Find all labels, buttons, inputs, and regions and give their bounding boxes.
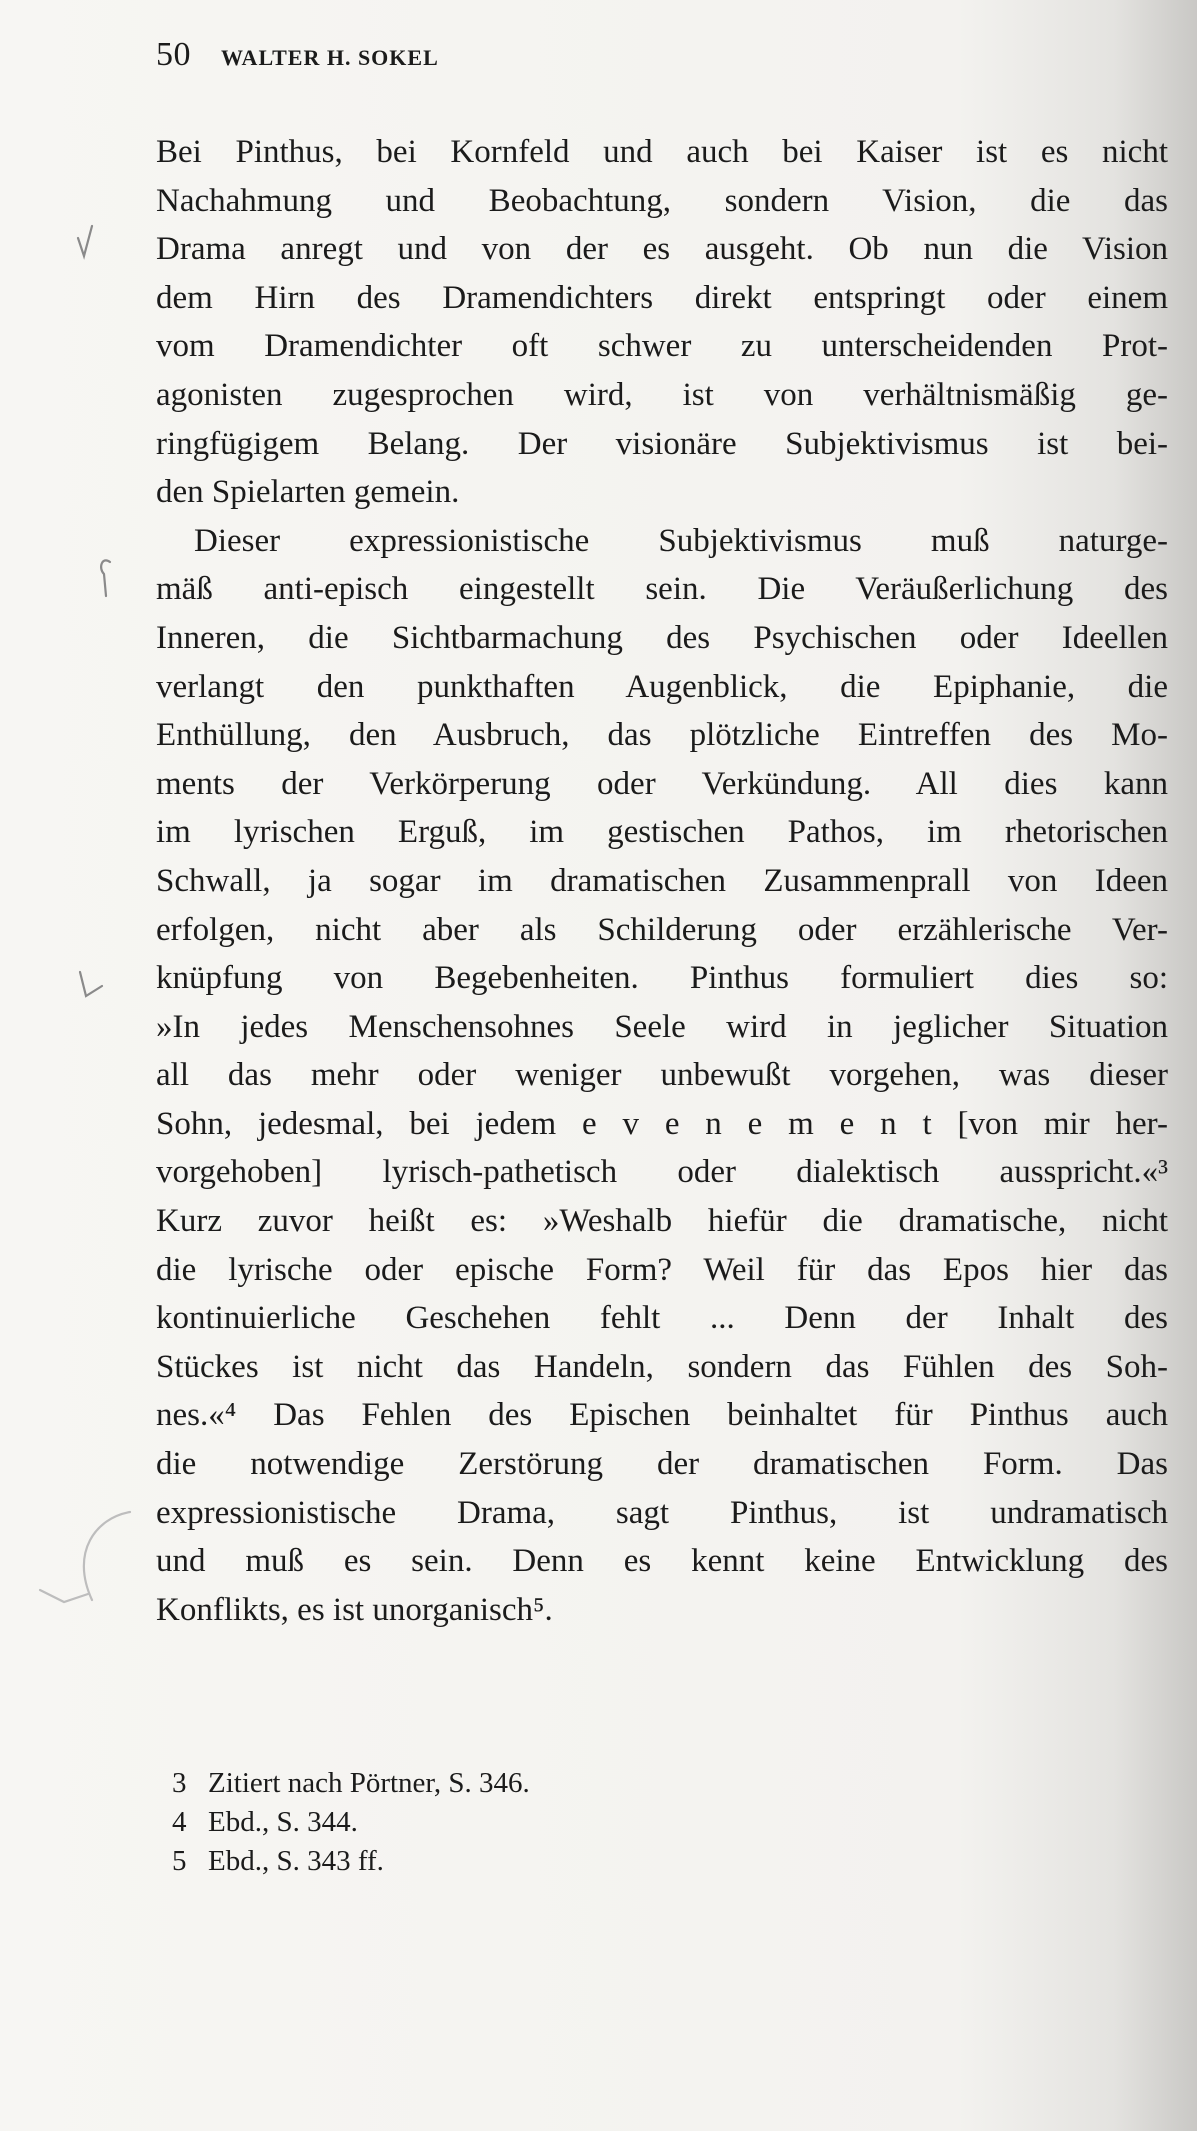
- text-line: nes.«⁴ Das Fehlen des Epischen beinhaltet für Pinthus auch: [156, 1397, 1168, 1434]
- text-line: die lyrische oder epische Form? Weil für das Epos hier das: [156, 1251, 1168, 1288]
- footnotes: [172, 1764, 972, 1881]
- footnote-number: 5: [172, 1845, 187, 1877]
- text-line: erfolgen, nicht aber als Schilderung oder erzählerische Ver-: [156, 911, 1168, 948]
- text-line: all das mehr oder weniger unbewußt vorgehen, was dieser: [156, 1057, 1168, 1094]
- text-line: im lyrischen Erguß, im gestischen Pathos, im rhetorischen: [156, 814, 1168, 851]
- text-line: ments der Verkörperung oder Verkündung. All dies kann: [156, 765, 1168, 802]
- footnote-text: Ebd., S. 344.: [208, 1806, 358, 1838]
- running-head: WALTER H. SOKEL: [221, 45, 439, 70]
- text-line: Bei Pinthus, bei Kornfeld und auch bei Kaiser ist es nicht: [156, 134, 1168, 170]
- footnote-number: 3: [172, 1767, 187, 1799]
- text-line: »In jedes Menschensohnes Seele wird in jeglicher Situation: [156, 1008, 1168, 1045]
- footnote-number: 4: [172, 1806, 187, 1838]
- text-line: Kurz zuvor heißt es: »Weshalb hiefür die dramatische, nicht: [156, 1203, 1168, 1240]
- text-line: verlangt den punkthaften Augenblick, die Epiphanie, die: [156, 668, 1168, 705]
- text-line: Konflikts, es ist unorganisch⁵.: [156, 1591, 553, 1628]
- text-line: knüpfung von Begebenheiten. Pinthus formuliert dies so:: [156, 960, 1168, 997]
- margin-pencil-marks: [0, 0, 150, 2131]
- footnote: [172, 1842, 972, 1881]
- page-number: 50: [156, 36, 191, 73]
- pencil-marks-icon: [0, 0, 150, 2131]
- text-line: den Spielarten gemein.: [156, 474, 460, 511]
- text-line: Drama anregt und von der es ausgeht. Ob nun die Vision: [156, 231, 1168, 268]
- text-line: vorgehoben] lyrisch-pathetisch oder dialektisch ausspricht.«³: [156, 1154, 1168, 1191]
- footnote-text: Ebd., S. 343 ff.: [208, 1845, 384, 1877]
- text-line: und muß es sein. Denn es kennt keine Entwicklung des: [156, 1543, 1168, 1580]
- text-line: mäß anti-episch eingestellt sein. Die Veräußerlichung des: [156, 571, 1168, 608]
- text-line: Enthüllung, den Ausbruch, das plötzliche Eintreffen des Mo-: [156, 717, 1168, 754]
- text-line: kontinuierliche Geschehen fehlt ... Denn der Inhalt des: [156, 1300, 1168, 1337]
- text-line: Stückes ist nicht das Handeln, sondern das Fühlen des Soh-: [156, 1348, 1168, 1385]
- footnote: [172, 1803, 972, 1842]
- footnote-text: Zitiert nach Pörtner, S. 346.: [208, 1767, 530, 1799]
- text-line: Schwall, ja sogar im dramatischen Zusammenprall von Ideen: [156, 862, 1168, 899]
- text-line: Sohn, jedesmal, bei jedem e v e n e m e n t [von mir her-: [156, 1105, 1168, 1142]
- text-line: Nachahmung und Beobachtung, sondern Vision, die das: [156, 182, 1168, 219]
- page-header: [156, 36, 439, 76]
- text-line: Inneren, die Sichtbarmachung des Psychischen oder Ideellen: [156, 619, 1168, 656]
- text-line: die notwendige Zerstörung der dramatischen Form. Das: [156, 1446, 1168, 1483]
- text-line: ringfügigem Belang. Der visionäre Subjektivismus ist bei-: [156, 425, 1168, 462]
- text-line: vom Dramendichter oft schwer zu unterscheidenden Prot-: [156, 328, 1168, 365]
- text-line: agonisten zugesprochen wird, ist von verhältnismäßig ge-: [156, 376, 1168, 413]
- text-line: dem Hirn des Dramendichters direkt entspringt oder einem: [156, 279, 1168, 316]
- text-line: expressionistische Drama, sagt Pinthus, ist undramatisch: [156, 1494, 1168, 1531]
- text-line: Dieser expressionistische Subjektivismus muß naturge-: [194, 522, 1168, 559]
- footnote: [172, 1764, 972, 1803]
- body-text: [156, 128, 1168, 1634]
